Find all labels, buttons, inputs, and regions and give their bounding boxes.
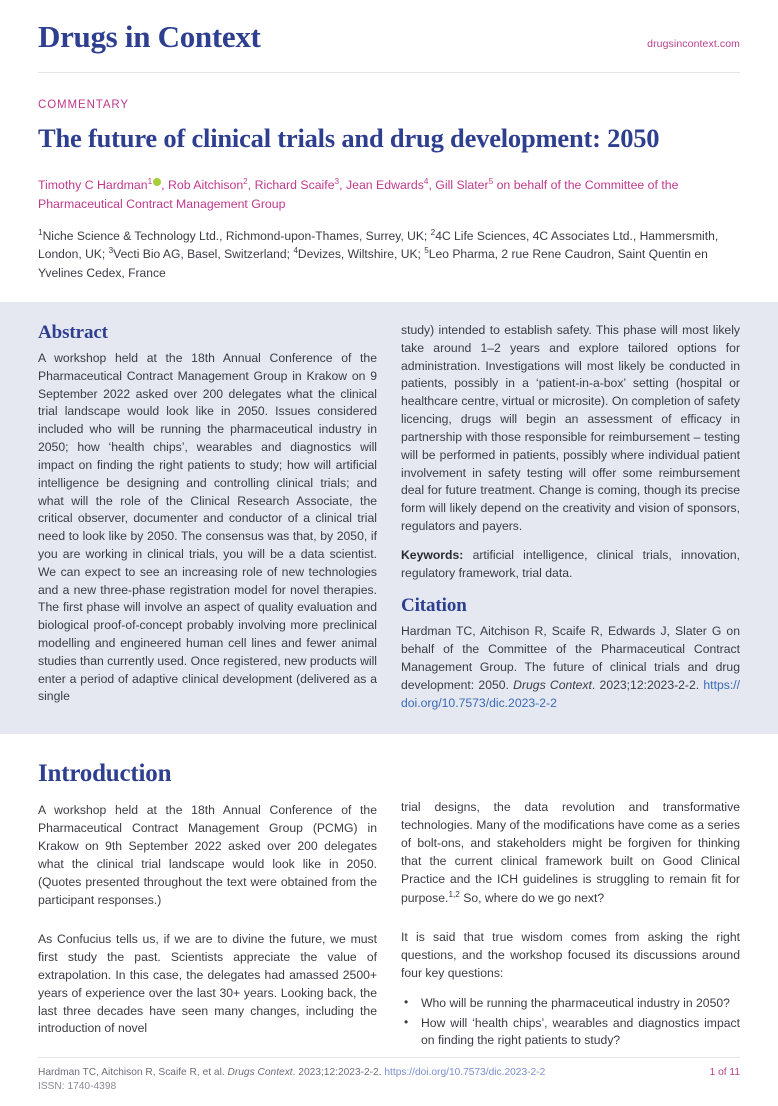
citation-doi-link[interactable]: https://doi.org/10.7573/dic.2023-2-2 <box>401 677 740 710</box>
citation-text <box>401 623 740 712</box>
footer-row <box>38 1067 740 1078</box>
author-list: Timothy C Hardman$^1$ , Rob Aitchison$^2$, Richard Scaife$^3$, Jean Edwards$^4$, Gill Slater$^5$ on behalf of the Committee of the Pharmaceutical Contract Management Group <box>38 177 679 211</box>
intro-para2-cont-text: trial designs, the data revolution and transformative technologies. Many of the modifications have come as a series of bolt-ons, and stakeholders might be forgiven for thinking that the current clinical framework built on Good Clinical Practice and the ICH guidelines is struggling to remain fit for purpose. <box>401 800 740 905</box>
abstract-text-left: A workshop held at the 18th Annual Conference of the Pharmaceutical Contract Management Group in Krakow on 9 September 2022 asked over 200 delegates what the clinical trial landscape would look like in 2050. Issues considered included who will be running the pharmaceutical industry in 2050; how ‘health chips’, wearables and diagnostics will impact on finding the right patients to study; how will artificial intelligence be designing and controlling clinical trials; and what will the role of the Clinical Research Associate, the critical observer, documenter and conductor of a clinical trial need to look like by 2050. The consensus was that, by 2050, if you are working in clinical trials, you will be a data scientist. We can expect to see an increasing role of new technologies and a new three-phase registration model for novel therapies. The first phase will involve an aspect of quality evaluation and biological proof-of-concept probably involving more preclinical modelling and engineered human cell lines and fewer animal studies than currently used. Once registered, new products will enter a period of adaptive clinical development (delivered as a single <box>38 351 377 704</box>
journal-title: Drugs in Context <box>38 19 261 54</box>
author-affil-marker-4: 4 <box>423 177 429 187</box>
author-sep: , <box>161 178 168 193</box>
author-name-1[interactable]: Timothy C Hardman <box>38 178 148 193</box>
intro-paragraph-2-continued <box>401 799 740 907</box>
introduction-heading: Introduction <box>38 760 172 788</box>
author-affil-marker-3: 3 <box>334 177 340 187</box>
author-affil-marker-2: 2 <box>243 177 248 187</box>
affiliation-text-3: Vecti Bio AG, Basel, Switzerland; <box>113 247 294 262</box>
orcid-icon[interactable] <box>153 178 161 186</box>
affiliation-marker-2: 2 <box>430 227 436 237</box>
page-title: The future of clinical trials and drug development: 2050 <box>38 123 660 154</box>
intro-paragraph-3: It is said that true wisdom comes from asking the right questions, and the workshop focused its discussions around four key questions: <box>401 930 740 981</box>
article-header <box>0 73 778 282</box>
affiliation-text-2: 4C Life Sciences, 4C Associates Ltd., Hammersmith, London, UK; <box>38 228 719 262</box>
affiliations-block <box>38 227 738 282</box>
affiliation-text-4: Devizes, Wiltshire, UK; <box>297 247 425 262</box>
intro-paragraph-2: As Confucius tells us, if we are to divine the future, we must first study the past. Scientists appreciate the value of extrapolation. In this case, the delegates had amassed 2500+ years of experience over the last 30+ years. Looking back, the last three decades have seen many changes, including the introduction of novel <box>38 932 377 1036</box>
key-questions-list <box>401 995 740 1050</box>
keywords-block <box>401 547 740 583</box>
author-name-2[interactable]: Rob Aitchison <box>167 178 244 193</box>
intro-para2-tail: So, where do we go next? <box>459 890 605 905</box>
masthead <box>0 0 778 54</box>
abstract-text-right: study) intended to establish safety. This phase will most likely take around 1–2 years and explore tailored options for administration. Investigations will most likely be conducted in patients, possibly in a ‘patient-in-a-box’ setting (hospital or healthcare centre, virtual or microsite). On completion of safety licencing, drugs will begin an assessment of efficacy in partnership with those responsible for reimbursement – testing will be performed in patients, possibly where individual patient involvement in safety testing will offer some reimbursement deal for future treatment. Change is coming, though its precise form will likely depend on the creativity and vision of sponsors, regulators and payers. <box>401 323 740 533</box>
abstract-column-right <box>401 322 740 712</box>
footer-doi-link[interactable]: https://doi.org/10.7573/dic.2023-2-2 <box>384 1067 546 1078</box>
author-affil-marker-5: 5 <box>488 177 494 187</box>
body-column-right <box>401 760 740 1052</box>
body-columns <box>38 760 740 1052</box>
list-item: • How will ‘health chips’, wearables and diagnostics impact on finding the right patients to study? <box>401 1015 740 1051</box>
author-name-5[interactable]: Gill Slater <box>435 178 489 193</box>
abstract-heading: Abstract <box>38 322 108 344</box>
list-item: • Who will be running the pharmaceutical industry in 2050? <box>401 995 740 1013</box>
page-footer <box>0 1057 778 1106</box>
abstract-column-left <box>38 322 377 712</box>
citation-journal-name: Drugs Context <box>513 677 592 692</box>
article-type-label: COMMENTARY <box>38 99 129 112</box>
footer-divider <box>38 1057 740 1058</box>
body-column-left <box>38 760 377 1052</box>
journal-website-link[interactable]: drugsincontext.com <box>647 38 740 50</box>
reference-marker[interactable]: 1,2 <box>448 889 460 899</box>
affiliation-text-1: Niche Science & Technology Ltd., Richmond-upon-Thames, Surrey, UK; <box>42 228 431 243</box>
intro-paragraph-1: A workshop held at the 18th Annual Conference of the Pharmaceutical Contract Management Group (PCMG) in Krakow on 9th September 2022 asked over 200 delegates what the clinical trial landscape would look like in 2050. (Quotes presented throughout the text were obtained from the participant responses.) <box>38 803 377 907</box>
abstract-panel <box>0 302 778 734</box>
footer-citation-part-2: . 2023;12:2023-2-2. <box>292 1067 385 1078</box>
author-affil-marker-1: 1 <box>147 177 153 187</box>
footer-citation <box>38 1067 545 1078</box>
affiliation-marker-1: 1 <box>38 227 43 237</box>
affiliation-marker-5: 5 <box>424 246 429 256</box>
author-name-4[interactable]: Jean Edwards <box>345 178 424 193</box>
citation-heading: Citation <box>401 595 467 617</box>
keywords-label: Keywords: <box>401 547 464 562</box>
keywords-text: artificial intelligence, clinical trials, innovation, regulatory framework, trial data. <box>401 547 740 580</box>
citation-part-1: Hardman TC, Aitchison R, Scaife R, Edwards J, Slater G on behalf of the Committee of the Pharmaceutical Contract Management Group. The future of clinical trials and drug development: 2050. <box>401 624 740 692</box>
page-number-indicator: 1 of 11 <box>709 1067 740 1078</box>
author-group-statement: on behalf of the Committee of the Pharmaceutical Contract Management Group <box>38 178 679 211</box>
issn-label: ISSN: 1740-4398 <box>38 1081 117 1092</box>
abstract-columns <box>38 322 740 712</box>
author-name-3[interactable]: Richard Scaife <box>254 178 335 193</box>
column-top-spacer <box>401 760 740 799</box>
footer-journal-name: Drugs Context <box>227 1067 293 1078</box>
footer-citation-part-1: Hardman TC, Aitchison R, Scaife R, et al. <box>38 1067 228 1078</box>
article-body <box>0 734 778 1052</box>
affiliation-text-5: Leo Pharma, 2 rue Rene Caudron, Saint Quentin en Yvelines Cedex, France <box>38 247 708 280</box>
affiliation-marker-3: 3 <box>108 246 114 256</box>
citation-part-2: . 2023;12:2023-2-2. <box>591 677 704 692</box>
affiliation-marker-4: 4 <box>293 246 298 256</box>
